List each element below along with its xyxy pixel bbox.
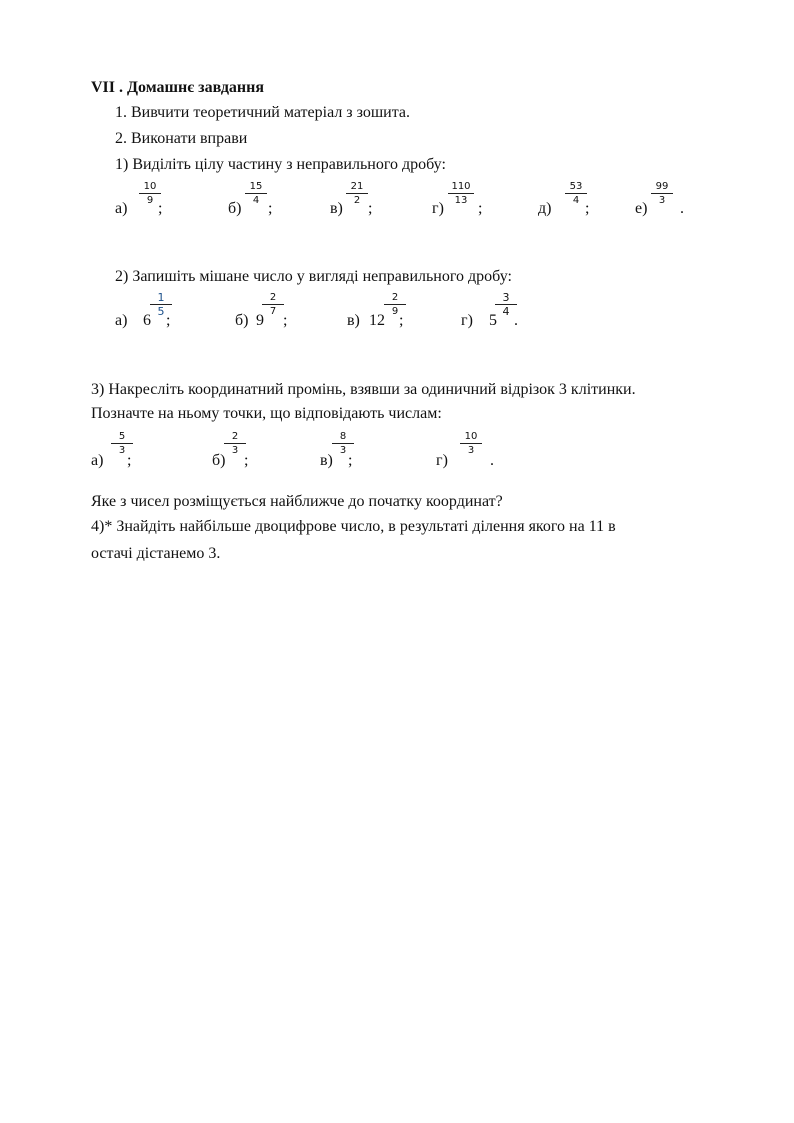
fraction bbox=[346, 181, 368, 206]
homework-heading: VII . Домашнє завдання bbox=[91, 79, 264, 96]
separator: ; bbox=[478, 200, 483, 217]
separator: ; bbox=[268, 200, 273, 217]
fraction-denominator: 7 bbox=[269, 306, 277, 317]
separator: ; bbox=[399, 312, 404, 329]
separator: ; bbox=[158, 200, 163, 217]
fraction-denominator: 3 bbox=[118, 445, 126, 456]
task1-item-label: а) bbox=[115, 200, 128, 217]
fraction-numerator: 2 bbox=[384, 292, 406, 305]
fraction-denominator: 9 bbox=[146, 195, 154, 206]
fraction-numerator: 10 bbox=[139, 181, 161, 194]
task3-item-label: а) bbox=[91, 452, 104, 469]
separator: ; bbox=[127, 452, 132, 469]
list-item-exercises: 2. Виконати вправи bbox=[115, 130, 248, 147]
fraction-numerator: 3 bbox=[495, 292, 517, 305]
fraction-denominator: 3 bbox=[231, 445, 239, 456]
fraction-numerator: 21 bbox=[346, 181, 368, 194]
fraction-numerator: 53 bbox=[565, 181, 587, 194]
task2-item-label: г) bbox=[461, 312, 473, 329]
fraction-numerator: 2 bbox=[224, 431, 246, 444]
fraction-numerator: 15 bbox=[245, 181, 267, 194]
task1-item-label: д) bbox=[538, 200, 552, 217]
separator: ; bbox=[348, 452, 353, 469]
fraction-denominator: 13 bbox=[454, 195, 468, 206]
task4-line1: 4)* Знайдіть найбільше двоцифрове число, в результаті ділення якого на 11 в bbox=[91, 518, 616, 535]
task3-line1: 3) Накресліть координатний промінь, взявши за одиничний відрізок 3 клітинки. bbox=[91, 381, 636, 398]
whole-part: 6 bbox=[143, 312, 151, 329]
fraction bbox=[448, 181, 474, 206]
separator: ; bbox=[244, 452, 249, 469]
task1-text: 1) Виділіть цілу частину з неправильного дробу: bbox=[115, 156, 446, 173]
task2-item-label: б) bbox=[235, 312, 249, 329]
fraction-denominator: 9 bbox=[391, 306, 399, 317]
task3-item-label: б) bbox=[212, 452, 226, 469]
fraction bbox=[565, 181, 587, 206]
whole-part: 5 bbox=[489, 312, 497, 329]
separator: . bbox=[490, 452, 494, 469]
whole-part: 12 bbox=[369, 312, 385, 329]
fraction bbox=[245, 181, 267, 206]
task1-item-label: б) bbox=[228, 200, 242, 217]
fraction-numerator: 5 bbox=[111, 431, 133, 444]
fraction-denominator: 2 bbox=[353, 195, 361, 206]
fraction-denominator: 3 bbox=[467, 445, 475, 456]
fraction-numerator: 1 bbox=[150, 292, 172, 305]
task2-item-label: а) bbox=[115, 312, 128, 329]
separator: ; bbox=[283, 312, 288, 329]
whole-part: 9 bbox=[256, 312, 264, 329]
task3-item-label: в) bbox=[320, 452, 333, 469]
task3-line2: Позначте на ньому точки, що відповідають числам: bbox=[91, 405, 442, 422]
fraction-numerator: 2 bbox=[262, 292, 284, 305]
fraction bbox=[224, 431, 246, 456]
fraction-numerator: 10 bbox=[460, 431, 482, 444]
fraction-denominator: 3 bbox=[658, 195, 666, 206]
fraction-numerator: 99 bbox=[651, 181, 673, 194]
fraction bbox=[651, 181, 673, 206]
task1-item-label: в) bbox=[330, 200, 343, 217]
list-item-study: 1. Вивчити теоретичний матеріал з зошита. bbox=[115, 104, 411, 121]
fraction bbox=[262, 292, 284, 317]
task1-item-label: г) bbox=[432, 200, 444, 217]
separator: . bbox=[514, 312, 518, 329]
fraction-numerator: 8 bbox=[332, 431, 354, 444]
separator: ; bbox=[166, 312, 171, 329]
task2-text: 2) Запишіть мішане число у вигляді неправильного дробу: bbox=[115, 268, 512, 285]
fraction-denominator: 4 bbox=[572, 195, 580, 206]
task2-item-label: в) bbox=[347, 312, 360, 329]
task1-item-label: е) bbox=[635, 200, 648, 217]
separator: . bbox=[680, 200, 684, 217]
task4-line2: остачі дістанемо 3. bbox=[91, 545, 221, 562]
task3-question: Яке з чисел розміщується найближче до початку координат? bbox=[91, 493, 503, 510]
fraction-denominator: 4 bbox=[502, 305, 510, 318]
fraction-denominator: 5 bbox=[157, 305, 165, 318]
fraction-denominator: 4 bbox=[252, 195, 260, 206]
fraction-denominator: 3 bbox=[339, 445, 347, 456]
separator: ; bbox=[585, 200, 590, 217]
fraction bbox=[460, 431, 482, 456]
separator: ; bbox=[368, 200, 373, 217]
task3-item-label: г) bbox=[436, 452, 448, 469]
fraction-numerator: 110 bbox=[448, 181, 474, 194]
